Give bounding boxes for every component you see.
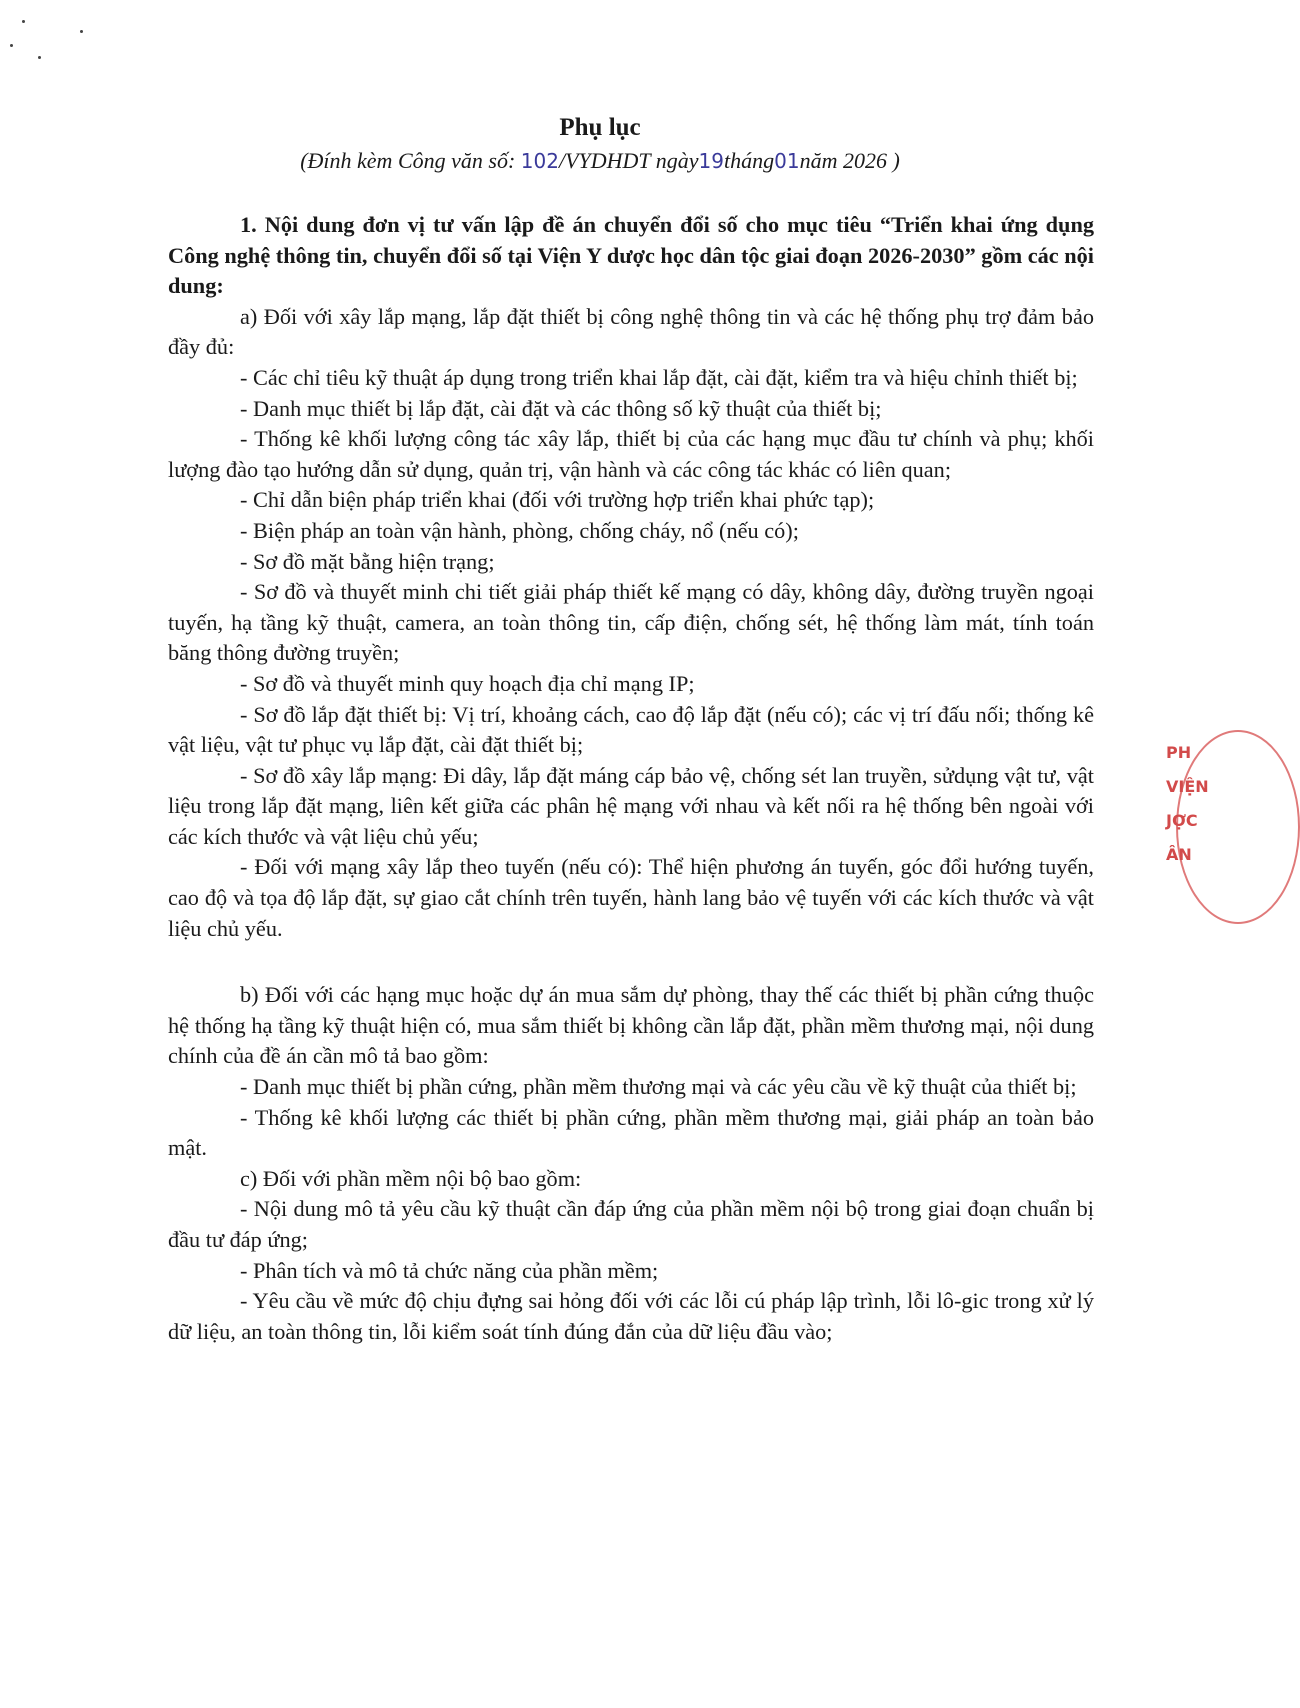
paragraph: - Chỉ dẫn biện pháp triển khai (đối với trường hợp triển khai phức tạp);: [240, 487, 875, 513]
subtitle-month-word: tháng: [723, 148, 775, 173]
handwritten-month: 01: [774, 149, 800, 173]
paragraph: - Nội dung mô tả yêu cầu kỹ thuật cần đáp ứng của phần mềm nội bộ trong giai đoạn chuẩn bị đầu tư đáp ứng;: [168, 1196, 1094, 1252]
paragraph: - Sơ đồ mặt bằng hiện trạng;: [240, 548, 495, 574]
handwritten-day: 19: [698, 149, 724, 173]
subtitle-prefix: (Đính kèm Công văn số:: [300, 148, 516, 173]
seal-text: ÂN: [1166, 845, 1192, 864]
paragraph: - Sơ đồ và thuyết minh chi tiết giải pháp thiết kế mạng có dây, không dây, đường truyền ngoại tuyến, hạ tầng kỹ thuật, camera, an toàn thông tin, cấp điện, chống sét, hệ thống làm mát, tính toán băng thông đường truyền;: [168, 579, 1094, 666]
seal-text: PH: [1166, 743, 1192, 762]
paragraph: a) Đối với xây lắp mạng, lắp đặt thiết bị công nghệ thông tin và các hệ thống phụ trợ đảm bảo đầy đủ:: [168, 303, 1094, 360]
seal-text: JỢC: [1166, 811, 1198, 830]
paragraph: - Biện pháp an toàn vận hành, phòng, chống cháy, nổ (nếu có);: [240, 517, 799, 543]
paragraph: b) Đối với các hạng mục hoặc dự án mua sắm dự phòng, thay thế các thiết bị phần cứng thuộc hệ thống hạ tầng kỹ thuật hiện có, mua sắm thiết bị không cần lắp đặt, phần mềm thương mại, nội dung chính của đề án cần mô tả bao gồm:: [168, 982, 1094, 1069]
handwritten-number: 102: [520, 149, 559, 173]
paragraph: - Sơ đồ lắp đặt thiết bị: Vị trí, khoảng cách, cao độ lắp đặt (nếu có); các vị trí đấu nối; thống kê vật liệu, vật tư phục vụ lắp đặt, cài đặt thiết bị;: [168, 701, 1094, 758]
section-heading: 1. Nội dung đơn vị tư vấn lập đề án chuyển đổi số cho mục tiêu “Triển khai ứng dụng Công nghệ thông tin, chuyển đổi số tại Viện Y dược học dân tộc giai đoạn 2026-2030” gồm các nội dung:: [168, 212, 1094, 299]
red-seal-stamp: [1166, 736, 1209, 936]
paragraph: - Các chỉ tiêu kỹ thuật áp dụng trong triển khai lắp đặt, cài đặt, kiểm tra và hiệu chỉnh thiết bị;: [240, 364, 1078, 390]
seal-text: VIỆN: [1166, 777, 1209, 796]
paragraph: - Sơ đồ xây lắp mạng: Đi dây, lắp đặt máng cáp bảo vệ, chống sét lan truyền, sửdụng vật tư, vật liệu trong lắp đặt mạng, liên kết giữa các phân hệ mạng với nhau và kết nối ra hệ thống bên ngoài với các kích thước và vật liệu chủ yếu;: [168, 762, 1094, 849]
paragraph: - Thống kê khối lượng công tác xây lắp, thiết bị của các hạng mục đầu tư chính và phụ; khối lượng đào tạo hướng dẫn sử dụng, quản trị, vận hành và các công tác khác có liên quan;: [168, 426, 1094, 482]
paragraph: - Đối với mạng xây lắp theo tuyến (nếu có): Thể hiện phương án tuyến, góc đổi hướng tuyến, cao độ và tọa độ lắp đặt, sự giao cắt chính trên tuyến, hành lang bảo vệ tuyến với các kích thước và vật liệu chủ yếu.: [168, 854, 1094, 941]
paragraph: - Danh mục thiết bị phần cứng, phần mềm thương mại và các yêu cầu về kỹ thuật của thiết bị;: [240, 1074, 1077, 1100]
paragraph: c) Đối với phần mềm nội bộ bao gồm:: [240, 1165, 582, 1191]
subtitle-code: /VYDHDT ngày: [558, 148, 699, 173]
document-body: [168, 210, 1094, 1347]
paragraph: - Phân tích và mô tả chức năng của phần mềm;: [240, 1257, 659, 1283]
paragraph: - Sơ đồ và thuyết minh quy hoạch địa chỉ mạng IP;: [240, 670, 695, 696]
paragraph: - Thống kê khối lượng các thiết bị phần cứng, phần mềm thương mại, giải pháp an toàn bảo mật.: [168, 1104, 1094, 1161]
paragraph: - Yêu cầu về mức độ chịu đựng sai hỏng đối với các lỗi cú pháp lập trình, lỗi lô-gic trong xử lý dữ liệu, an toàn thông tin, lỗi kiểm soát tính đúng đắn của dữ liệu đầu vào;: [168, 1288, 1094, 1344]
paragraph: - Danh mục thiết bị lắp đặt, cài đặt và các thông số kỹ thuật của thiết bị;: [240, 395, 882, 421]
page-title: Phụ lục: [559, 114, 641, 141]
page-subtitle: [0, 148, 1200, 174]
subtitle-year: năm 2026 ): [799, 148, 900, 173]
